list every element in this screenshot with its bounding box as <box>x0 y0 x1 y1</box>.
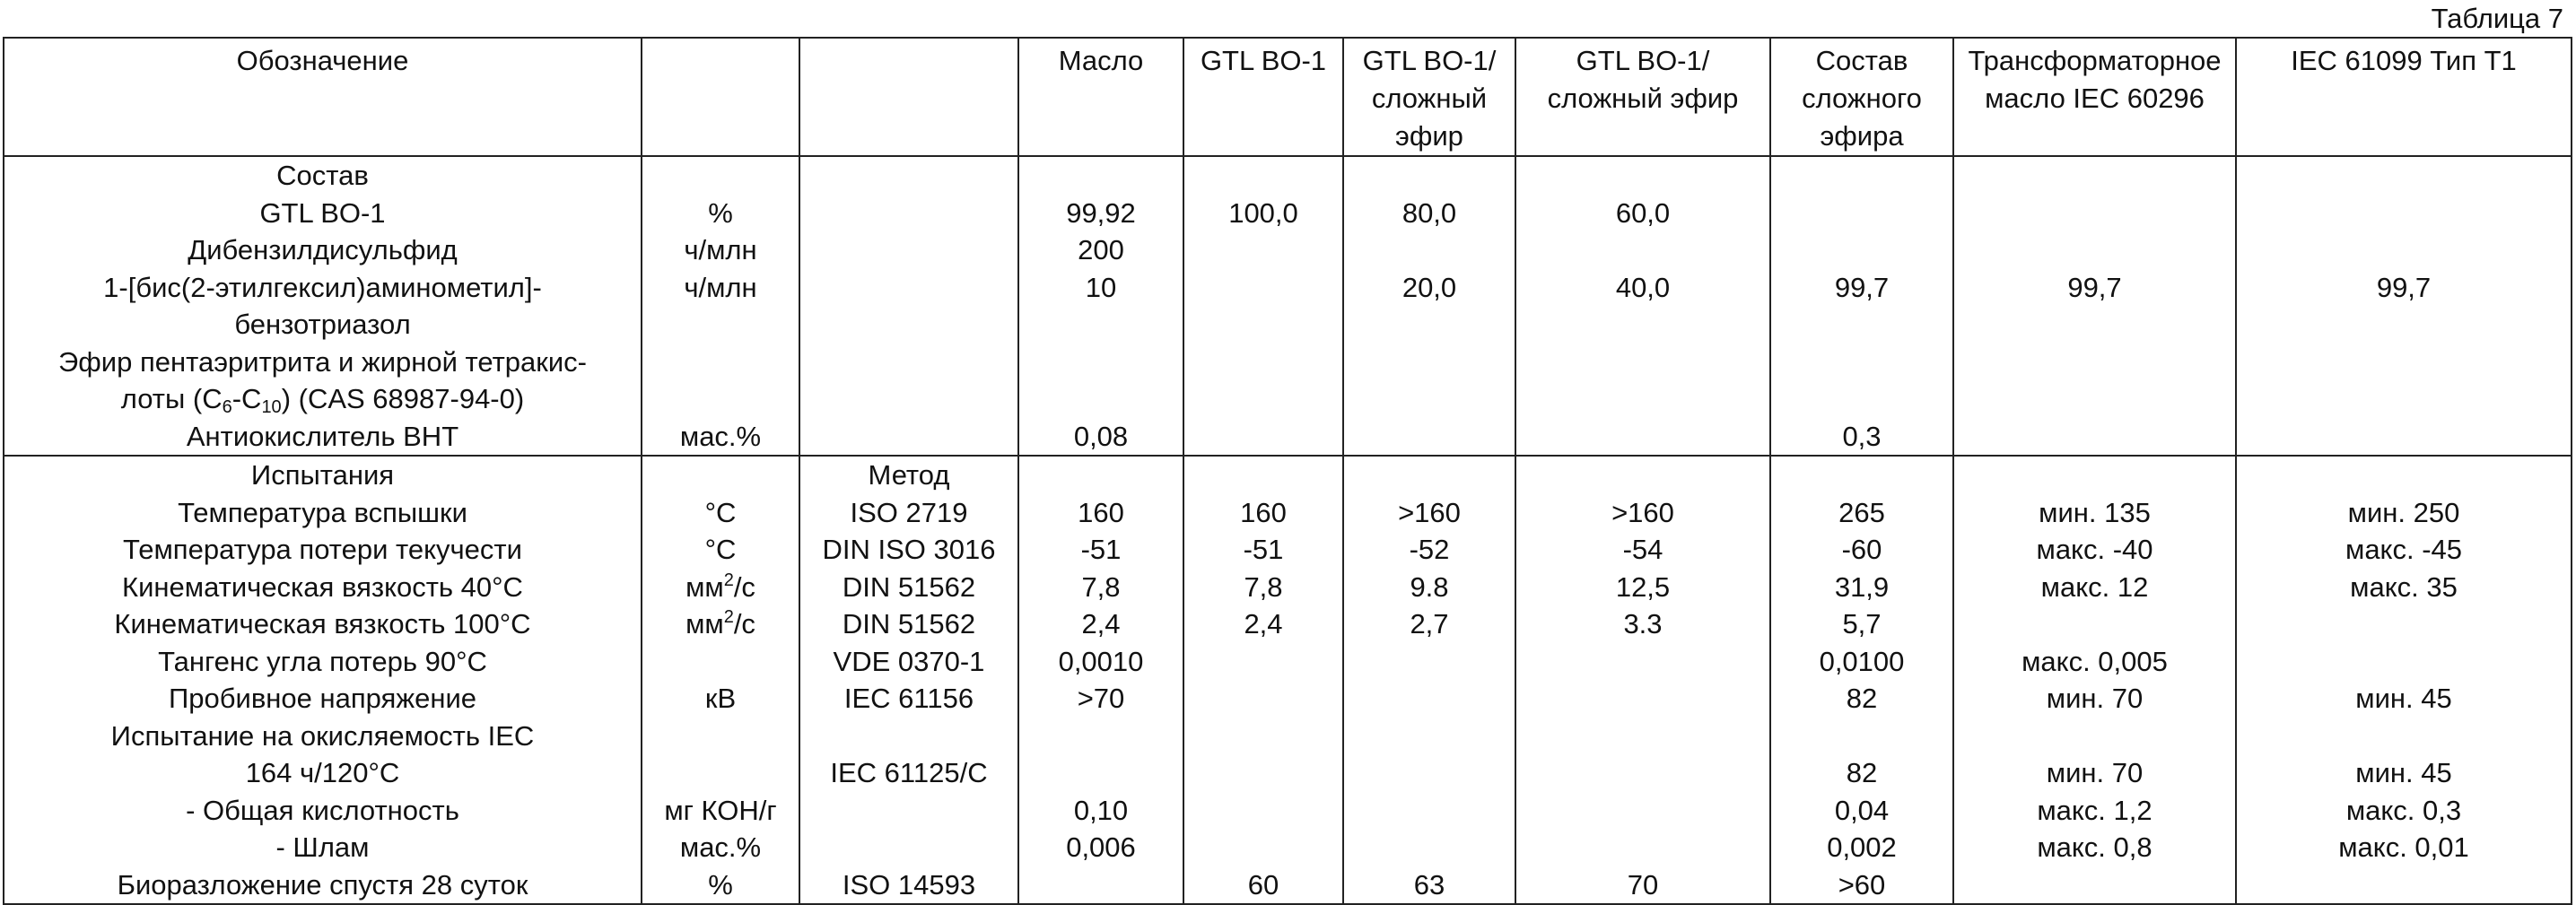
row-label: - Шлам <box>4 829 642 866</box>
table-cell <box>642 156 799 195</box>
table-cell <box>1515 156 1770 195</box>
row-label: Температура вспышки <box>4 494 642 532</box>
table-cell <box>2236 231 2572 269</box>
row-label: 164 ч/120°C <box>4 754 642 792</box>
table-cell: >160 <box>1515 494 1770 532</box>
table-cell: макс. 0,8 <box>1953 829 2236 866</box>
table-row <box>4 156 2572 195</box>
table-cell <box>1953 306 2236 344</box>
table-cell: макс. 0,3 <box>2236 792 2572 830</box>
table-cell <box>799 344 1018 381</box>
table-cell <box>1515 754 1770 792</box>
table-cell <box>1515 792 1770 830</box>
table-cell <box>1343 231 1515 269</box>
table-cell: 7,8 <box>1018 569 1183 606</box>
table-cell <box>642 754 799 792</box>
table-cell <box>799 156 1018 195</box>
table-cell: 0,08 <box>1018 418 1183 457</box>
table-cell <box>1183 418 1343 457</box>
table-cell: ч/млн <box>642 269 799 307</box>
table-cell <box>1770 156 1953 195</box>
table-cell <box>1343 156 1515 195</box>
table-row <box>4 569 2572 606</box>
table-row <box>4 829 2572 866</box>
table-cell <box>2236 380 2572 418</box>
table-cell <box>1770 231 1953 269</box>
table-cell <box>2236 605 2572 643</box>
table-cell: 31,9 <box>1770 569 1953 606</box>
table-cell <box>1343 754 1515 792</box>
table-cell: мин. 70 <box>1953 754 2236 792</box>
row-label: Состав <box>4 156 642 195</box>
table-cell <box>1343 456 1515 494</box>
table-cell <box>1018 456 1183 494</box>
table-cell: 5,7 <box>1770 605 1953 643</box>
table-cell: 100,0 <box>1183 195 1343 232</box>
table-cell: 7,8 <box>1183 569 1343 606</box>
table-row <box>4 456 2572 494</box>
table-cell <box>799 829 1018 866</box>
table-cell: % <box>642 866 799 905</box>
column-header <box>642 38 799 156</box>
table-cell: мас.% <box>642 418 799 457</box>
table-cell: DIN 51562 <box>799 605 1018 643</box>
table-row <box>4 680 2572 718</box>
table-cell <box>1183 643 1343 681</box>
table-cell: 99,7 <box>2236 269 2572 307</box>
column-header: Обозначение <box>4 38 642 156</box>
table-cell <box>1770 306 1953 344</box>
table-cell <box>2236 156 2572 195</box>
table-cell <box>799 792 1018 830</box>
table-cell <box>1343 792 1515 830</box>
table-cell: 82 <box>1770 680 1953 718</box>
table-cell: кВ <box>642 680 799 718</box>
table-row <box>4 754 2572 792</box>
table-row <box>4 643 2572 681</box>
table-cell <box>642 718 799 755</box>
row-label: GTL BO-1 <box>4 195 642 232</box>
table-cell: IEC 61156 <box>799 680 1018 718</box>
column-header <box>799 38 1018 156</box>
table-cell: ISO 14593 <box>799 866 1018 905</box>
table-cell <box>1515 344 1770 381</box>
table-cell <box>1183 829 1343 866</box>
table-cell <box>642 380 799 418</box>
table-cell <box>799 306 1018 344</box>
table-cell: 60 <box>1183 866 1343 905</box>
table-cell <box>642 306 799 344</box>
table-cell: макс. 12 <box>1953 569 2236 606</box>
table-row <box>4 494 2572 532</box>
row-label: лоты $(C_6-C_{10})$ (CAS 68987-94-0) <box>4 380 642 418</box>
table-cell: мин. 70 <box>1953 680 2236 718</box>
table-cell <box>1018 380 1183 418</box>
table-cell: $мм^2/с$ <box>642 569 799 606</box>
table-cell <box>642 643 799 681</box>
table-cell <box>1183 456 1343 494</box>
row-label: Температура потери текучести <box>4 531 642 569</box>
table-cell <box>2236 418 2572 457</box>
table-cell <box>1018 718 1183 755</box>
column-header: Состав сложного эфира <box>1770 38 1953 156</box>
table-cell: VDE 0370-1 <box>799 643 1018 681</box>
data-table <box>3 37 2572 905</box>
table-cell: макс. -40 <box>1953 531 2236 569</box>
table-cell <box>642 456 799 494</box>
table-cell <box>1953 456 2236 494</box>
table-cell <box>1953 866 2236 905</box>
row-label: Испытание на окисляемость IEC <box>4 718 642 755</box>
column-header: Трансформаторное масло IEC 60296 <box>1953 38 2236 156</box>
table-cell <box>1343 418 1515 457</box>
table-cell: 2,4 <box>1018 605 1183 643</box>
column-header: GTL BO-1/ сложный эфир <box>1515 38 1770 156</box>
table-cell: 2,7 <box>1343 605 1515 643</box>
row-label: Тангенс угла потерь 90°C <box>4 643 642 681</box>
table-cell <box>642 344 799 381</box>
table-cell <box>1018 156 1183 195</box>
table-cell: 160 <box>1183 494 1343 532</box>
table-cell <box>2236 643 2572 681</box>
table-cell <box>1953 605 2236 643</box>
table-cell <box>1515 829 1770 866</box>
table-cell: °C <box>642 531 799 569</box>
table-cell <box>1953 231 2236 269</box>
row-label: Пробивное напряжение <box>4 680 642 718</box>
table-cell: 0,04 <box>1770 792 1953 830</box>
table-cell: 9.8 <box>1343 569 1515 606</box>
table-cell: >160 <box>1343 494 1515 532</box>
table-row <box>4 531 2572 569</box>
column-header: GTL BO-1/ сложный эфир <box>1343 38 1515 156</box>
table-cell <box>1018 754 1183 792</box>
table-row <box>4 792 2572 830</box>
table-row <box>4 231 2572 269</box>
table-cell <box>1343 643 1515 681</box>
table-cell: 0,10 <box>1018 792 1183 830</box>
column-header: GTL BO-1 <box>1183 38 1343 156</box>
table-cell: IEC 61125/C <box>799 754 1018 792</box>
header-row <box>4 38 2572 156</box>
table-cell: 20,0 <box>1343 269 1515 307</box>
table-cell: 3.3 <box>1515 605 1770 643</box>
table-cell <box>1515 306 1770 344</box>
table-cell <box>1183 754 1343 792</box>
table-cell: 0,3 <box>1770 418 1953 457</box>
table-cell: макс. -45 <box>2236 531 2572 569</box>
table-cell <box>1515 231 1770 269</box>
table-cell: °C <box>642 494 799 532</box>
table-cell: 99,7 <box>1953 269 2236 307</box>
table-cell <box>1183 269 1343 307</box>
table-cell <box>1018 306 1183 344</box>
table-cell <box>799 195 1018 232</box>
table-cell: 40,0 <box>1515 269 1770 307</box>
table-cell <box>1770 718 1953 755</box>
table-cell: макс. 1,2 <box>1953 792 2236 830</box>
table-cell <box>1183 306 1343 344</box>
table-cell <box>799 231 1018 269</box>
table-cell: мин. 45 <box>2236 754 2572 792</box>
table-cell: DIN 51562 <box>799 569 1018 606</box>
table-cell: 63 <box>1343 866 1515 905</box>
table-row <box>4 605 2572 643</box>
table-cell <box>1183 718 1343 755</box>
row-label: Биоразложение спустя 28 суток <box>4 866 642 905</box>
table-cell: 265 <box>1770 494 1953 532</box>
table-cell <box>1953 344 2236 381</box>
table-caption: Таблица 7 <box>2431 3 2563 34</box>
table-cell <box>799 418 1018 457</box>
table-cell <box>2236 306 2572 344</box>
table-cell <box>2236 456 2572 494</box>
table-cell: -54 <box>1515 531 1770 569</box>
table-cell: 82 <box>1770 754 1953 792</box>
table-cell <box>2236 718 2572 755</box>
table-cell: 99,7 <box>1770 269 1953 307</box>
table-cell: -51 <box>1183 531 1343 569</box>
table-cell <box>1770 195 1953 232</box>
row-label: 1-[бис(2-этилгексил)аминометил]- <box>4 269 642 307</box>
table-cell <box>2236 344 2572 381</box>
table-cell <box>1953 156 2236 195</box>
table-cell: макс. 0,01 <box>2236 829 2572 866</box>
table-cell <box>2236 195 2572 232</box>
table-cell: >70 <box>1018 680 1183 718</box>
table-cell: $мм^2/с$ <box>642 605 799 643</box>
table-cell: 12,5 <box>1515 569 1770 606</box>
table-cell <box>2236 866 2572 905</box>
table-cell: 0,0010 <box>1018 643 1183 681</box>
table-cell: мин. 135 <box>1953 494 2236 532</box>
table-row <box>4 418 2572 457</box>
table-cell <box>1953 380 2236 418</box>
table-cell <box>1343 344 1515 381</box>
table-cell <box>799 269 1018 307</box>
table-cell: 0,002 <box>1770 829 1953 866</box>
table-cell: 60,0 <box>1515 195 1770 232</box>
table-cell: 0,0100 <box>1770 643 1953 681</box>
table-cell <box>1953 418 2236 457</box>
table-cell <box>1183 380 1343 418</box>
table-cell: -60 <box>1770 531 1953 569</box>
table-cell <box>1343 829 1515 866</box>
table-cell <box>1515 418 1770 457</box>
row-label: Дибензилдисульфид <box>4 231 642 269</box>
table-cell: 2,4 <box>1183 605 1343 643</box>
table-cell: -52 <box>1343 531 1515 569</box>
table-cell: -51 <box>1018 531 1183 569</box>
table-cell <box>1515 718 1770 755</box>
table-row <box>4 866 2572 905</box>
table-cell: мин. 250 <box>2236 494 2572 532</box>
table-cell: мг КОН/г <box>642 792 799 830</box>
table-cell: ч/млн <box>642 231 799 269</box>
table-row <box>4 718 2572 755</box>
table-cell: мин. 45 <box>2236 680 2572 718</box>
table-cell <box>1953 718 2236 755</box>
table-cell <box>1343 306 1515 344</box>
table-cell: 10 <box>1018 269 1183 307</box>
table-cell <box>1515 680 1770 718</box>
row-label: Испытания <box>4 456 642 494</box>
column-header: IEC 61099 Тип T1 <box>2236 38 2572 156</box>
table-cell: макс. 0,005 <box>1953 643 2236 681</box>
table-cell: 70 <box>1515 866 1770 905</box>
table-cell: ISO 2719 <box>799 494 1018 532</box>
table-cell <box>1770 344 1953 381</box>
table-cell: 80,0 <box>1343 195 1515 232</box>
table-cell <box>1343 380 1515 418</box>
table-cell <box>1770 380 1953 418</box>
table-row <box>4 380 2572 418</box>
row-label: Эфир пентаэритрита и жирной тетракис- <box>4 344 642 381</box>
column-header: Масло <box>1018 38 1183 156</box>
row-label: бензотриазол <box>4 306 642 344</box>
table-cell <box>1183 680 1343 718</box>
table-cell <box>1018 866 1183 905</box>
table-cell: Метод <box>799 456 1018 494</box>
table-cell: 200 <box>1018 231 1183 269</box>
table-cell <box>1515 380 1770 418</box>
row-label: Кинематическая вязкость 100°C <box>4 605 642 643</box>
table-cell <box>1343 718 1515 755</box>
table-cell: 99,92 <box>1018 195 1183 232</box>
table-cell: % <box>642 195 799 232</box>
table-cell <box>1953 195 2236 232</box>
table-cell <box>799 380 1018 418</box>
row-label: Кинематическая вязкость 40°C <box>4 569 642 606</box>
table-cell: 160 <box>1018 494 1183 532</box>
table-cell: макс. 35 <box>2236 569 2572 606</box>
table-cell: мас.% <box>642 829 799 866</box>
table-cell <box>799 718 1018 755</box>
table-cell <box>1515 456 1770 494</box>
table-cell <box>1183 156 1343 195</box>
table-cell: 0,006 <box>1018 829 1183 866</box>
table-cell <box>1018 344 1183 381</box>
table-cell: >60 <box>1770 866 1953 905</box>
table-row <box>4 269 2572 307</box>
table-cell: DIN ISO 3016 <box>799 531 1018 569</box>
row-label: - Общая кислотность <box>4 792 642 830</box>
table-cell <box>1183 231 1343 269</box>
table-row <box>4 344 2572 381</box>
table-row <box>4 306 2572 344</box>
table-cell <box>1515 643 1770 681</box>
table-row <box>4 195 2572 232</box>
table-cell <box>1183 344 1343 381</box>
row-label: Антиокислитель ВНТ <box>4 418 642 457</box>
table-cell <box>1183 792 1343 830</box>
table-cell <box>1770 456 1953 494</box>
table-cell <box>1343 680 1515 718</box>
